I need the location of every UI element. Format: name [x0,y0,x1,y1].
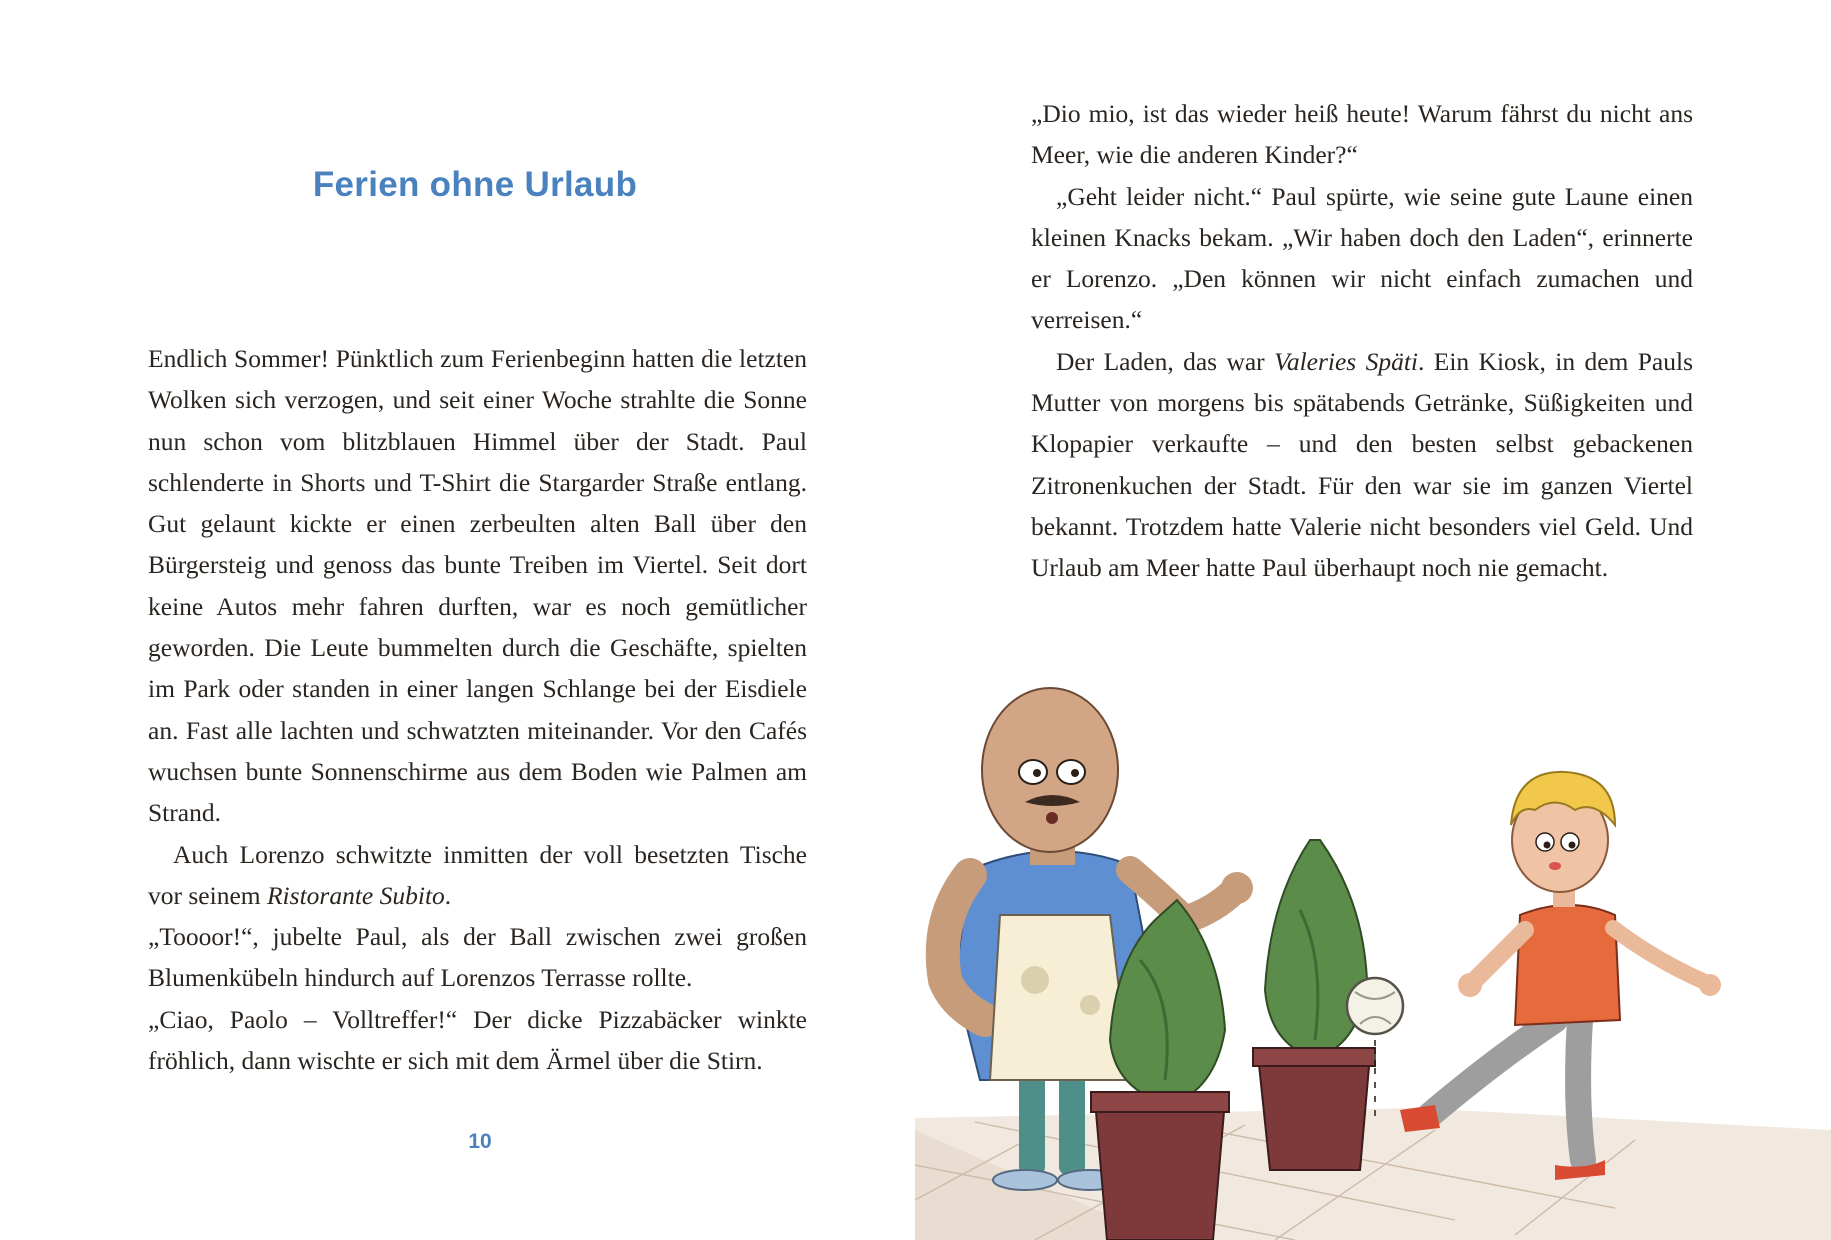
paragraph-text: Der Laden, das war [1056,346,1275,376]
paragraph [148,834,807,917]
paragraph: „Ciao, Paolo – Volltreffer!“ Der dicke Pizzabäcker winkte fröhlich, dann wischte er sich mit dem Ärmel über die Stirn. [148,1004,807,1076]
kiosk-name: Valeries Späti [1274,346,1419,376]
paragraph: „Dio mio, ist das wieder heiß heute! Warum fährst du nicht ans Meer, wie die anderen Kinder?“ [1031,99,1693,170]
left-page-text [148,338,807,1081]
paragraph: Endlich Sommer! Pünktlich zum Ferienbeginn hatten die letzten Wolken sich verzogen, und seit einer Woche strahlte die Sonne nun schon vom blitzblauen Himmel über der Stadt. Paul schlenderte in Shorts und T-Shirt die Stargarder Straße entlang. Gut gelaunt kickte er einen zerbeulten alten Ball über den Bürgersteig und genoss das bunte Treiben im Viertel. Seit dort keine Autos mehr fahren durften, war es noch gemütlicher geworden. Die Leute bummelten durch die Geschäfte, spielten im Park oder standen in einer langen Schlange bei der Eisdiele an. Fast alle lachten und schwatzten miteinander. Vor den Cafés wuchsen bunte Sonnenschirme aus dem Boden wie Palmen am Strand. [148,344,807,828]
paragraph-text: Auch Lorenzo schwitzte inmitten der voll besetzten Tische vor seinem [148,839,807,910]
illustration [915,660,1831,1240]
paragraph [1031,341,1693,589]
paragraph-text: . Ein Kiosk, in dem Pauls Mutter von morgens bis spätabends Getränke, Süßigkeiten und Klopapier verkaufte – und den besten selbst gebackenen Zitronenkuchen der Stadt. Für den war sie im ganzen Viertel bekannt. Trotzdem hatte Valerie nicht besonders viel Geld. Und Urlaub am Meer hatte Paul überhaupt noch nie gemacht. [1031,346,1693,583]
chapter-title: Ferien ohne Urlaub [312,165,638,204]
page-number: 10 [468,1130,492,1153]
left-page [0,0,915,1240]
right-page [915,0,1831,1240]
restaurant-name: Ristorante Subito [266,880,445,910]
right-page-text [1031,93,1693,589]
paragraph-text: . [444,880,452,910]
paragraph: „Geht leider nicht.“ Paul spürte, wie seine gute Laune einen kleinen Knacks bekam. „Wir haben doch den Laden“, erinnerte er Lorenzo. „Den können wir nicht einfach zumachen und verreisen.“ [1031,181,1693,335]
paragraph: „Toooor!“, jubelte Paul, als der Ball zwischen zwei großen Blumenkübeln hindurch auf Lorenzos Terrasse rollte. [148,922,807,993]
